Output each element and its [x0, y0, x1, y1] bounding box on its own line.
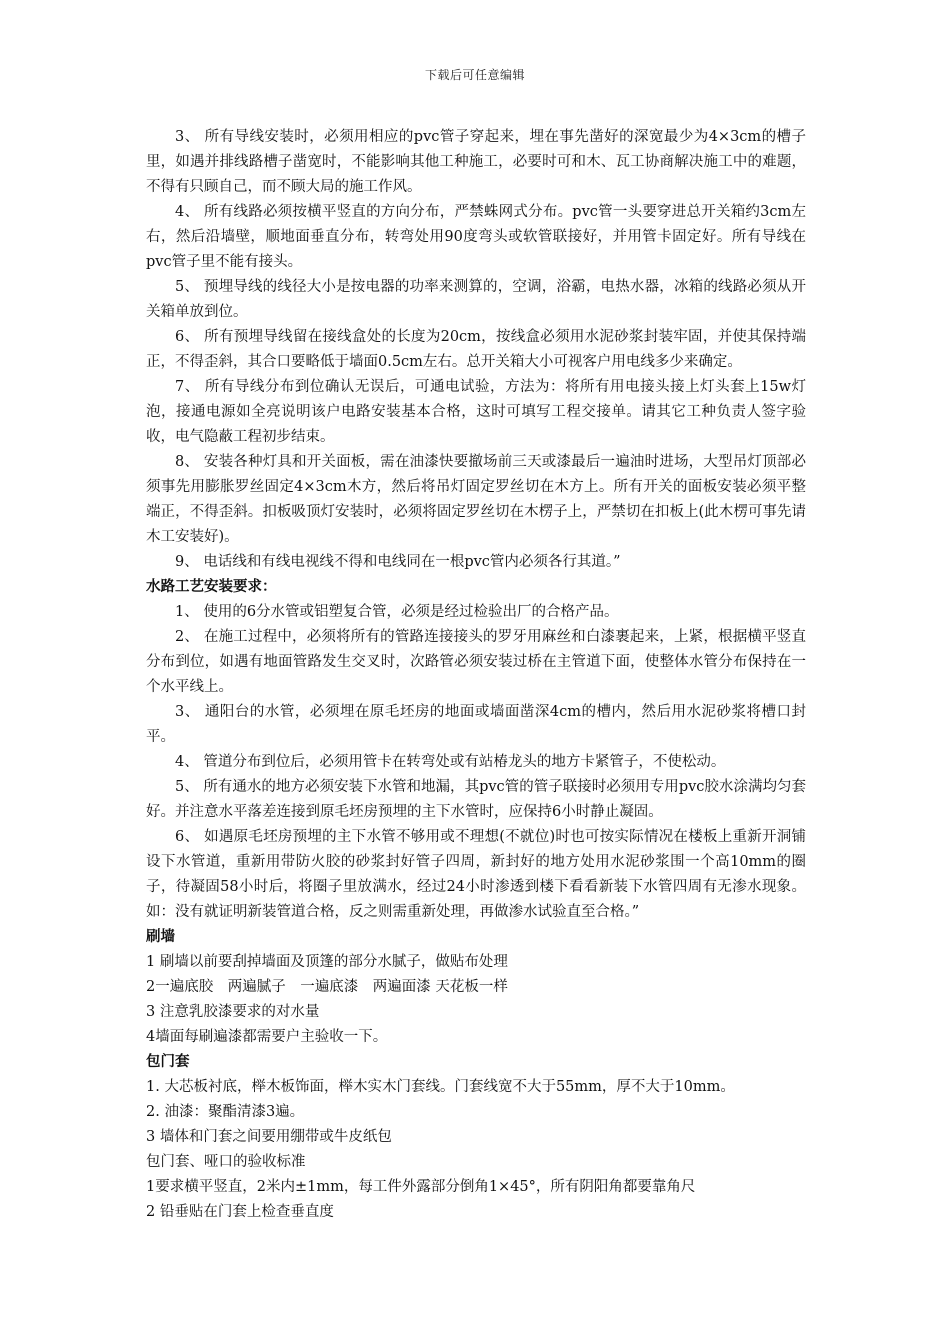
electric-item-5: 5、 预埋导线的线径大小是按电器的功率来测算的，空调，浴霸，电热水器，冰箱的线路必须从开关箱单放到位。	[146, 279, 806, 320]
door-section	[146, 1050, 806, 1225]
electric-item-7: 7、 所有导线分布到位确认无误后，可通电试验，方法为：将所有用电接头接上灯头套上15w灯泡，接通电源如全亮说明该户电路安装基本合格，这时可填写工程交接单。请其它工种负责人签字验收，电气隐蔽工程初步结束。	[146, 379, 806, 445]
electric-section	[146, 125, 806, 575]
electric-item-9: 9、 电话线和有线电视线不得和电线同在一根pvc管内必须各行其道。”	[175, 554, 621, 570]
door-criteria-1: 1要求横平竖直，2米内±1mm，每工件外露部分倒角1×45°，所有阴阳角都要靠角尺	[146, 1179, 696, 1195]
paint-line-3: 3 注意乳胶漆要求的对水量	[146, 1004, 320, 1020]
paint-heading: 刷墙	[146, 929, 175, 945]
water-item-3: 3、 通阳台的水管，必须埋在原毛坯房的地面或墙面凿深4cm的槽内，然后用水泥砂浆将槽口封平。	[146, 704, 806, 745]
door-line-3: 3 墙体和门套之间要用绷带或牛皮纸包	[146, 1129, 392, 1145]
door-line-2: 2. 油漆：聚酯清漆3遍。	[146, 1104, 305, 1120]
electric-item-6: 6、 所有预埋导线留在接线盒处的长度为20cm，按线盒必须用水泥砂浆封装牢固，并使其保持端正，不得歪斜，其合口要略低于墙面0.5cm左右。总开关箱大小可视客户用电线多少来确定。	[146, 329, 806, 370]
paint-line-4: 4墙面每刷遍漆都需要户主验收一下。	[146, 1029, 388, 1045]
door-line-1: 1. 大芯板衬底，榉木板饰面，榉木实木门套线。门套线宽不大于55mm，厚不大于10mm。	[146, 1079, 735, 1095]
water-item-6: 6、 如遇原毛坯房预埋的主下水管不够用或不理想(不就位)时也可按实际情况在楼板上重新开洞铺设下水管道，重新用带防火胶的砂浆封好管子四周，新封好的地方处用水泥砂浆围一个高10mm的圈子，待凝固58小时后，将圈子里放满水，经过24小时渗透到楼下看看新装下水管四周有无渗水现象。如：没有就证明新装管道合格，反之则需重新处理，再做渗水试验直至合格。”	[146, 829, 806, 920]
electric-item-4: 4、 所有线路必须按横平竖直的方向分布，严禁蛛网式分布。pvc管一头要穿进总开关箱约3cm左右，然后沿墙壁，顺地面垂直分布，转弯处用90度弯头或软管联接好，并用管卡固定好。所有导线在pvc管子里不能有接头。	[146, 204, 806, 270]
water-item-1: 1、 使用的6分水管或铝塑复合管，必须是经过检验出厂的合格产品。	[175, 604, 619, 620]
paint-line-1: 1 刷墙以前要刮掉墙面及顶篷的部分水腻子，做贴布处理	[146, 954, 508, 970]
electric-item-3: 3、 所有导线安装时，必须用相应的pvc管子穿起来，埋在事先凿好的深宽最少为4×3cm的槽子里，如遇并排线路槽子凿宽时，不能影响其他工种施工，必要时可和木、瓦工协商解决施工中的难题，不得有只顾自己，而不顾大局的施工作风。	[146, 129, 806, 195]
water-section	[146, 575, 806, 925]
paint-section	[146, 925, 806, 1050]
water-item-2: 2、 在施工过程中，必须将所有的管路连接接头的罗牙用麻丝和白漆裹起来，上紧，根据横平竖直分布到位，如遇有地面管路发生交叉时，次路管必须安装过桥在主管道下面，使整体水管分布保持在一个水平线上。	[146, 629, 806, 695]
paint-line-2: 2一遍底胶 两遍腻子 一遍底漆 两遍面漆 天花板一样	[146, 979, 508, 995]
door-heading: 包门套	[146, 1054, 190, 1070]
door-criteria-2: 2 铅垂贴在门套上检查垂直度	[146, 1204, 334, 1220]
electric-item-8: 8、 安装各种灯具和开关面板，需在油漆快要撤场前三天或漆最后一遍油时进场，大型吊灯顶部必须事先用膨胀罗丝固定4×3cm木方，然后将吊灯固定罗丝切在木方上。所有开关的面板安装必须平整端正，不得歪斜。扣板吸顶灯安装时，必须将固定罗丝切在木楞子上，严禁切在扣板上(此木楞可事先请木工安装好)。	[146, 454, 806, 545]
document-body	[146, 125, 806, 1225]
water-item-5: 5、 所有通水的地方必须安装下水管和地漏，其pvc管的管子联接时必须用专用pvc胶水涂满均匀套好。并注意水平落差连接到原毛坯房预埋的主下水管时，应保持6小时静止凝固。	[146, 779, 806, 820]
water-heading: 水路工艺安装要求：	[146, 579, 277, 595]
door-criteria-title: 包门套、哑口的验收标准	[146, 1154, 306, 1170]
page-header: 下载后可任意编辑	[424, 68, 525, 82]
water-item-4: 4、 管道分布到位后，必须用管卡在转弯处或有站椿龙头的地方卡紧管子，不使松动。	[175, 754, 726, 770]
